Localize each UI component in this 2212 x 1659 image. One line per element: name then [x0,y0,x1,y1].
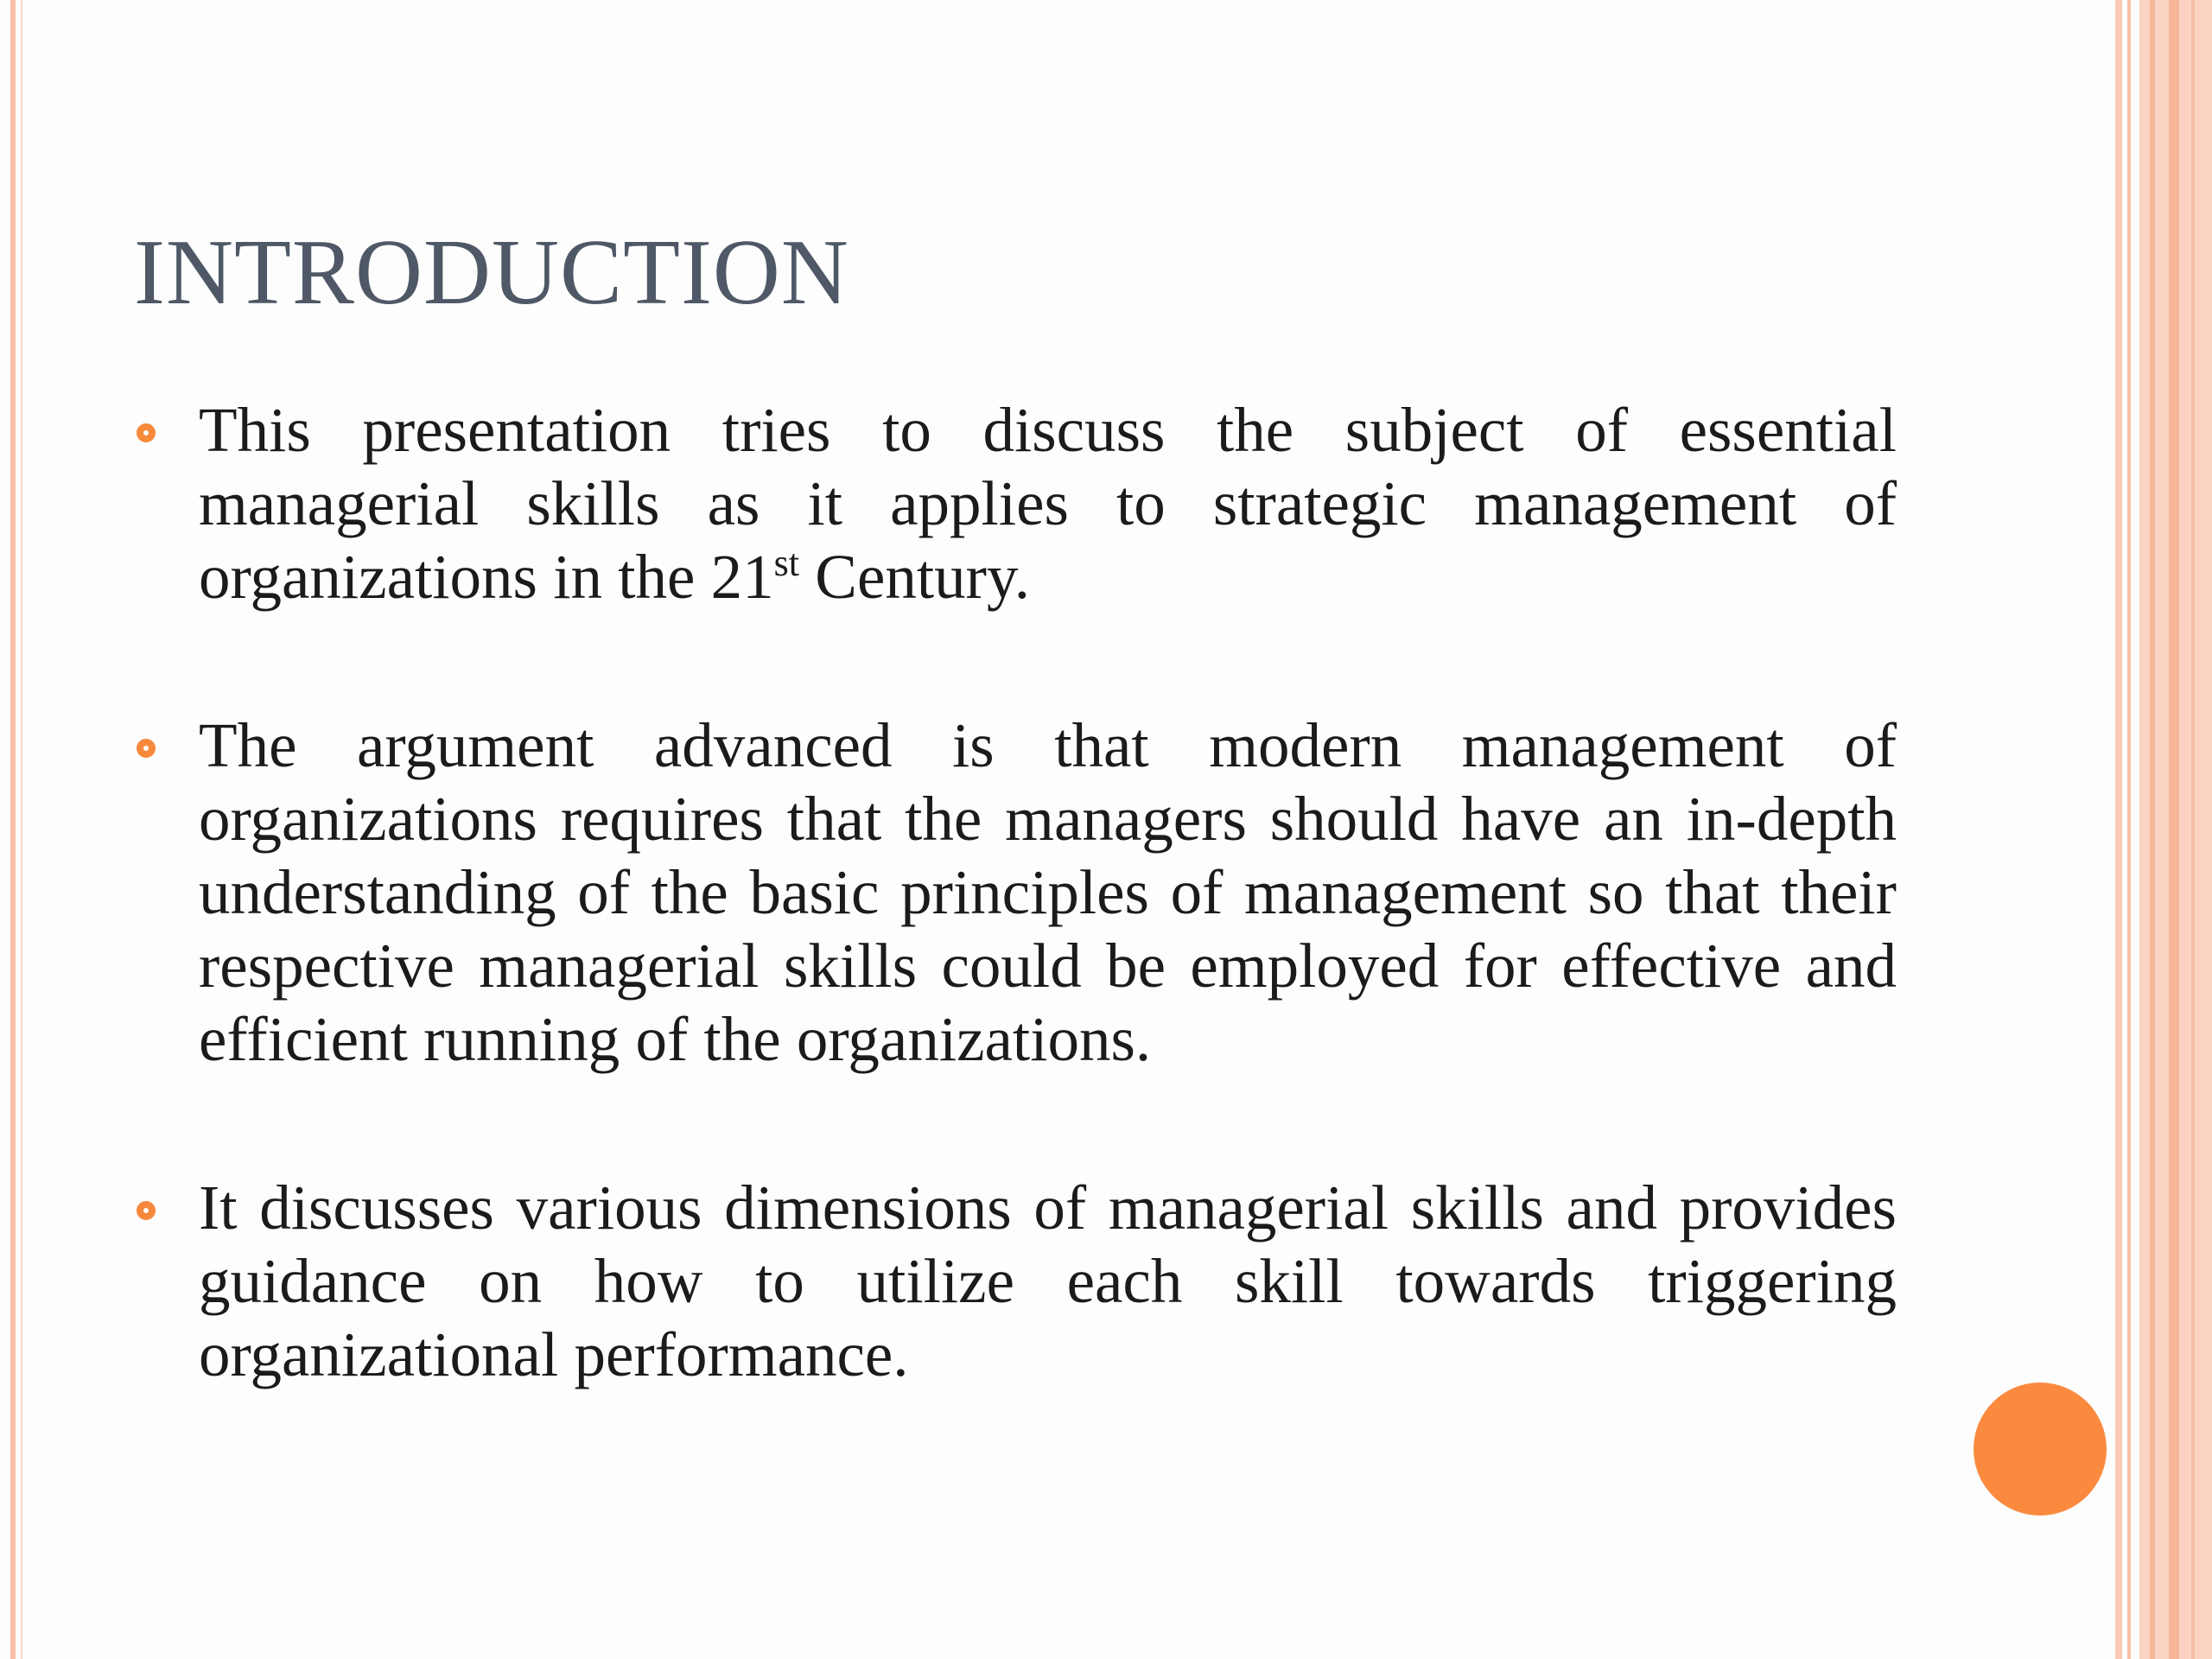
right-band-stripe [2150,0,2155,1659]
bullet-text [199,393,1897,613]
bullet-text-main: This presentation tries to discuss the subject of essential managerial skills as it applies to strategic management of organizations in the 21 [199,395,1897,612]
right-border-line-thin [2127,0,2131,1659]
hollow-circle-bullet-icon [137,1201,156,1220]
slide-title: INTRODUCTION [134,221,849,324]
hollow-circle-bullet-icon [137,739,156,758]
bullet-text-end: Century. [799,542,1030,612]
right-band-stripe [2169,0,2179,1659]
bullet-list [134,393,1897,1486]
bullet-item [134,709,1897,1076]
left-border-line-thin [21,0,22,1659]
left-border-line [10,0,16,1659]
right-band-stripe [2191,0,2195,1659]
ordinal-superscript: st [773,542,800,584]
right-border-line [2115,0,2122,1659]
hollow-circle-bullet-icon [137,423,156,442]
bullet-item [134,393,1897,613]
bullet-text: The argument advanced is that modern management of organizations requires that the managers should have an in-depth understanding of the basic principles of management so that their respective managerial skills could be employed for effective and efficient running of the organizations. [199,710,1897,1074]
orange-circle-icon [1974,1382,2107,1516]
bullet-text: It discusses various dimensions of managerial skills and provides guidance on how to utilize each skill towards triggering organizational performance. [199,1173,1897,1389]
bullet-item [134,1171,1897,1391]
